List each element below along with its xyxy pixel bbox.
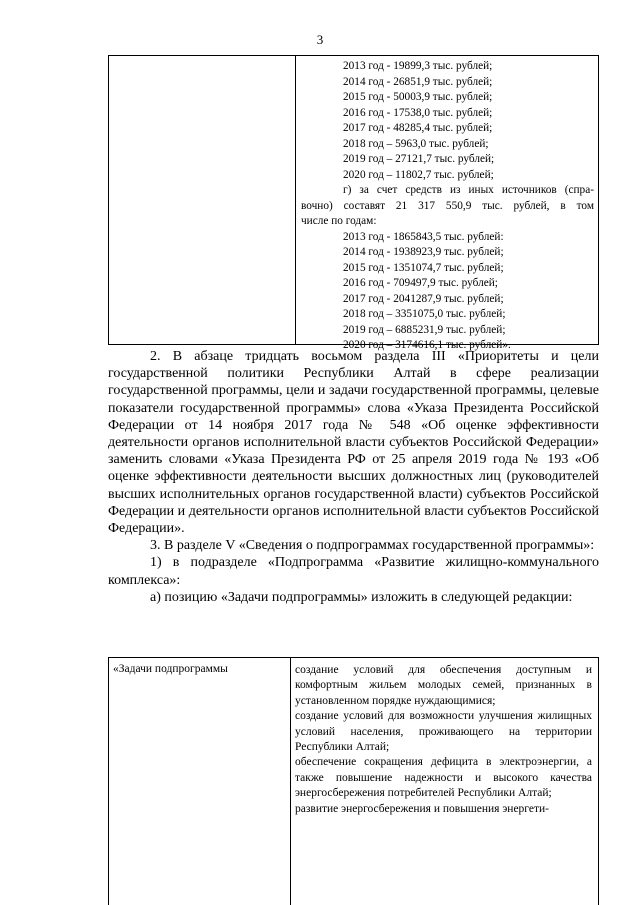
task-item: создание условий для возможности улучшения жилищных условий населения, проживающего на территории Республики Алтай; (295, 710, 592, 754)
paragraph-2: 2. В абзаце тридцать восьмом раздела III «Приоритеты и цели государственной политики Республики Алтай в сфере реализации государственной программы, цели и задачи государственной программы, целевые показатели государственной программы» слова «Указа Президента Российской Федерации от 14 ноября 2017 года № 548 «Об оценке эффективности деятельности органов исполнительной власти субъектов Российской Федерации» заменить словами «Указа Президента РФ от 25 апреля 2019 года № 193 «Об оценке эффективности деятельности высших должностных лиц (руководителей высших исполнительных органов государственной власти) субъектов Российской Федерации и деятельности органов исполнительной власти субъектов Российской Федерации». (108, 349, 599, 537)
task-item: обеспечение сокращения дефицита в электроэнергии, а также повышение надежности и высокого качества энергосбережения потребителей Республики Алтай; (295, 756, 592, 800)
table-column-divider (290, 658, 291, 905)
page-number: 3 (316, 32, 324, 47)
task-item: создание условий для обеспечения доступным и комфортным жильем молодых семей, признанных в установленном порядке нуждающимися; (295, 664, 592, 707)
table-column-divider (295, 56, 296, 344)
funding-line: 2014 год - 1938923,9 тыс. рублей; (343, 246, 504, 258)
funding-line: 2015 год - 1351074,7 тыс. рублей; (343, 261, 504, 274)
funding-line: 2014 год - 26851,9 тыс. рублей; (343, 75, 493, 88)
tasks-label: «Задачи подпрограммы (113, 663, 228, 675)
funding-line: 2015 год - 50003,9 тыс. рублей; (343, 91, 493, 103)
other-sources-line: г) за счет средств из иных источников (спра- (343, 184, 594, 196)
tasks-list (295, 663, 592, 817)
task-item: развитие энергосбережения и повышения энергети- (295, 802, 549, 815)
funding-line: 2016 год - 709497,9 тыс. рублей; (343, 277, 498, 289)
funding-line: 2019 год – 27121,7 тыс. рублей; (343, 153, 495, 165)
funding-line: 2013 год - 1865843,5 тыс. рублей: (343, 230, 504, 243)
paragraph-3-1-a: а) позицию «Задачи подпрограммы» изложить в следующей редакции: (150, 589, 573, 605)
funding-line: 2017 год - 48285,4 тыс. рублей; (343, 122, 493, 134)
funding-table (108, 55, 599, 351)
document-body (108, 348, 599, 606)
funding-line: 2018 год – 5963,0 тыс. рублей; (343, 137, 489, 150)
funding-line: 2020 год – 11802,7 тыс. рублей; (343, 168, 494, 181)
other-sources-line: вочно) составят 21 317 550,9 тыс. рублей, в том (301, 199, 594, 212)
tasks-table (108, 657, 599, 905)
other-sources-line: числе по годам: (301, 215, 377, 227)
funding-line: 2016 год - 17538,0 тыс. рублей; (343, 106, 493, 119)
funding-line: 2019 год – 6885231,9 тыс. рублей; (343, 323, 506, 336)
paragraph-3: 3. В разделе V «Сведения о подпрограммах государственной программы»: (150, 538, 595, 554)
funding-line: 2020 год – 3174616,1 тыс. рублей». (343, 339, 511, 351)
funding-cell (301, 59, 594, 354)
funding-line: 2013 год - 19899,3 тыс. рублей; (343, 60, 493, 72)
paragraph-3-1: 1) в подразделе «Подпрограмма «Развитие жилищно-коммунального комплекса»: (108, 555, 599, 588)
funding-line: 2017 год - 2041287,9 тыс. рублей; (343, 292, 504, 305)
funding-line: 2018 год – 3351075,0 тыс. рублей; (343, 308, 506, 320)
